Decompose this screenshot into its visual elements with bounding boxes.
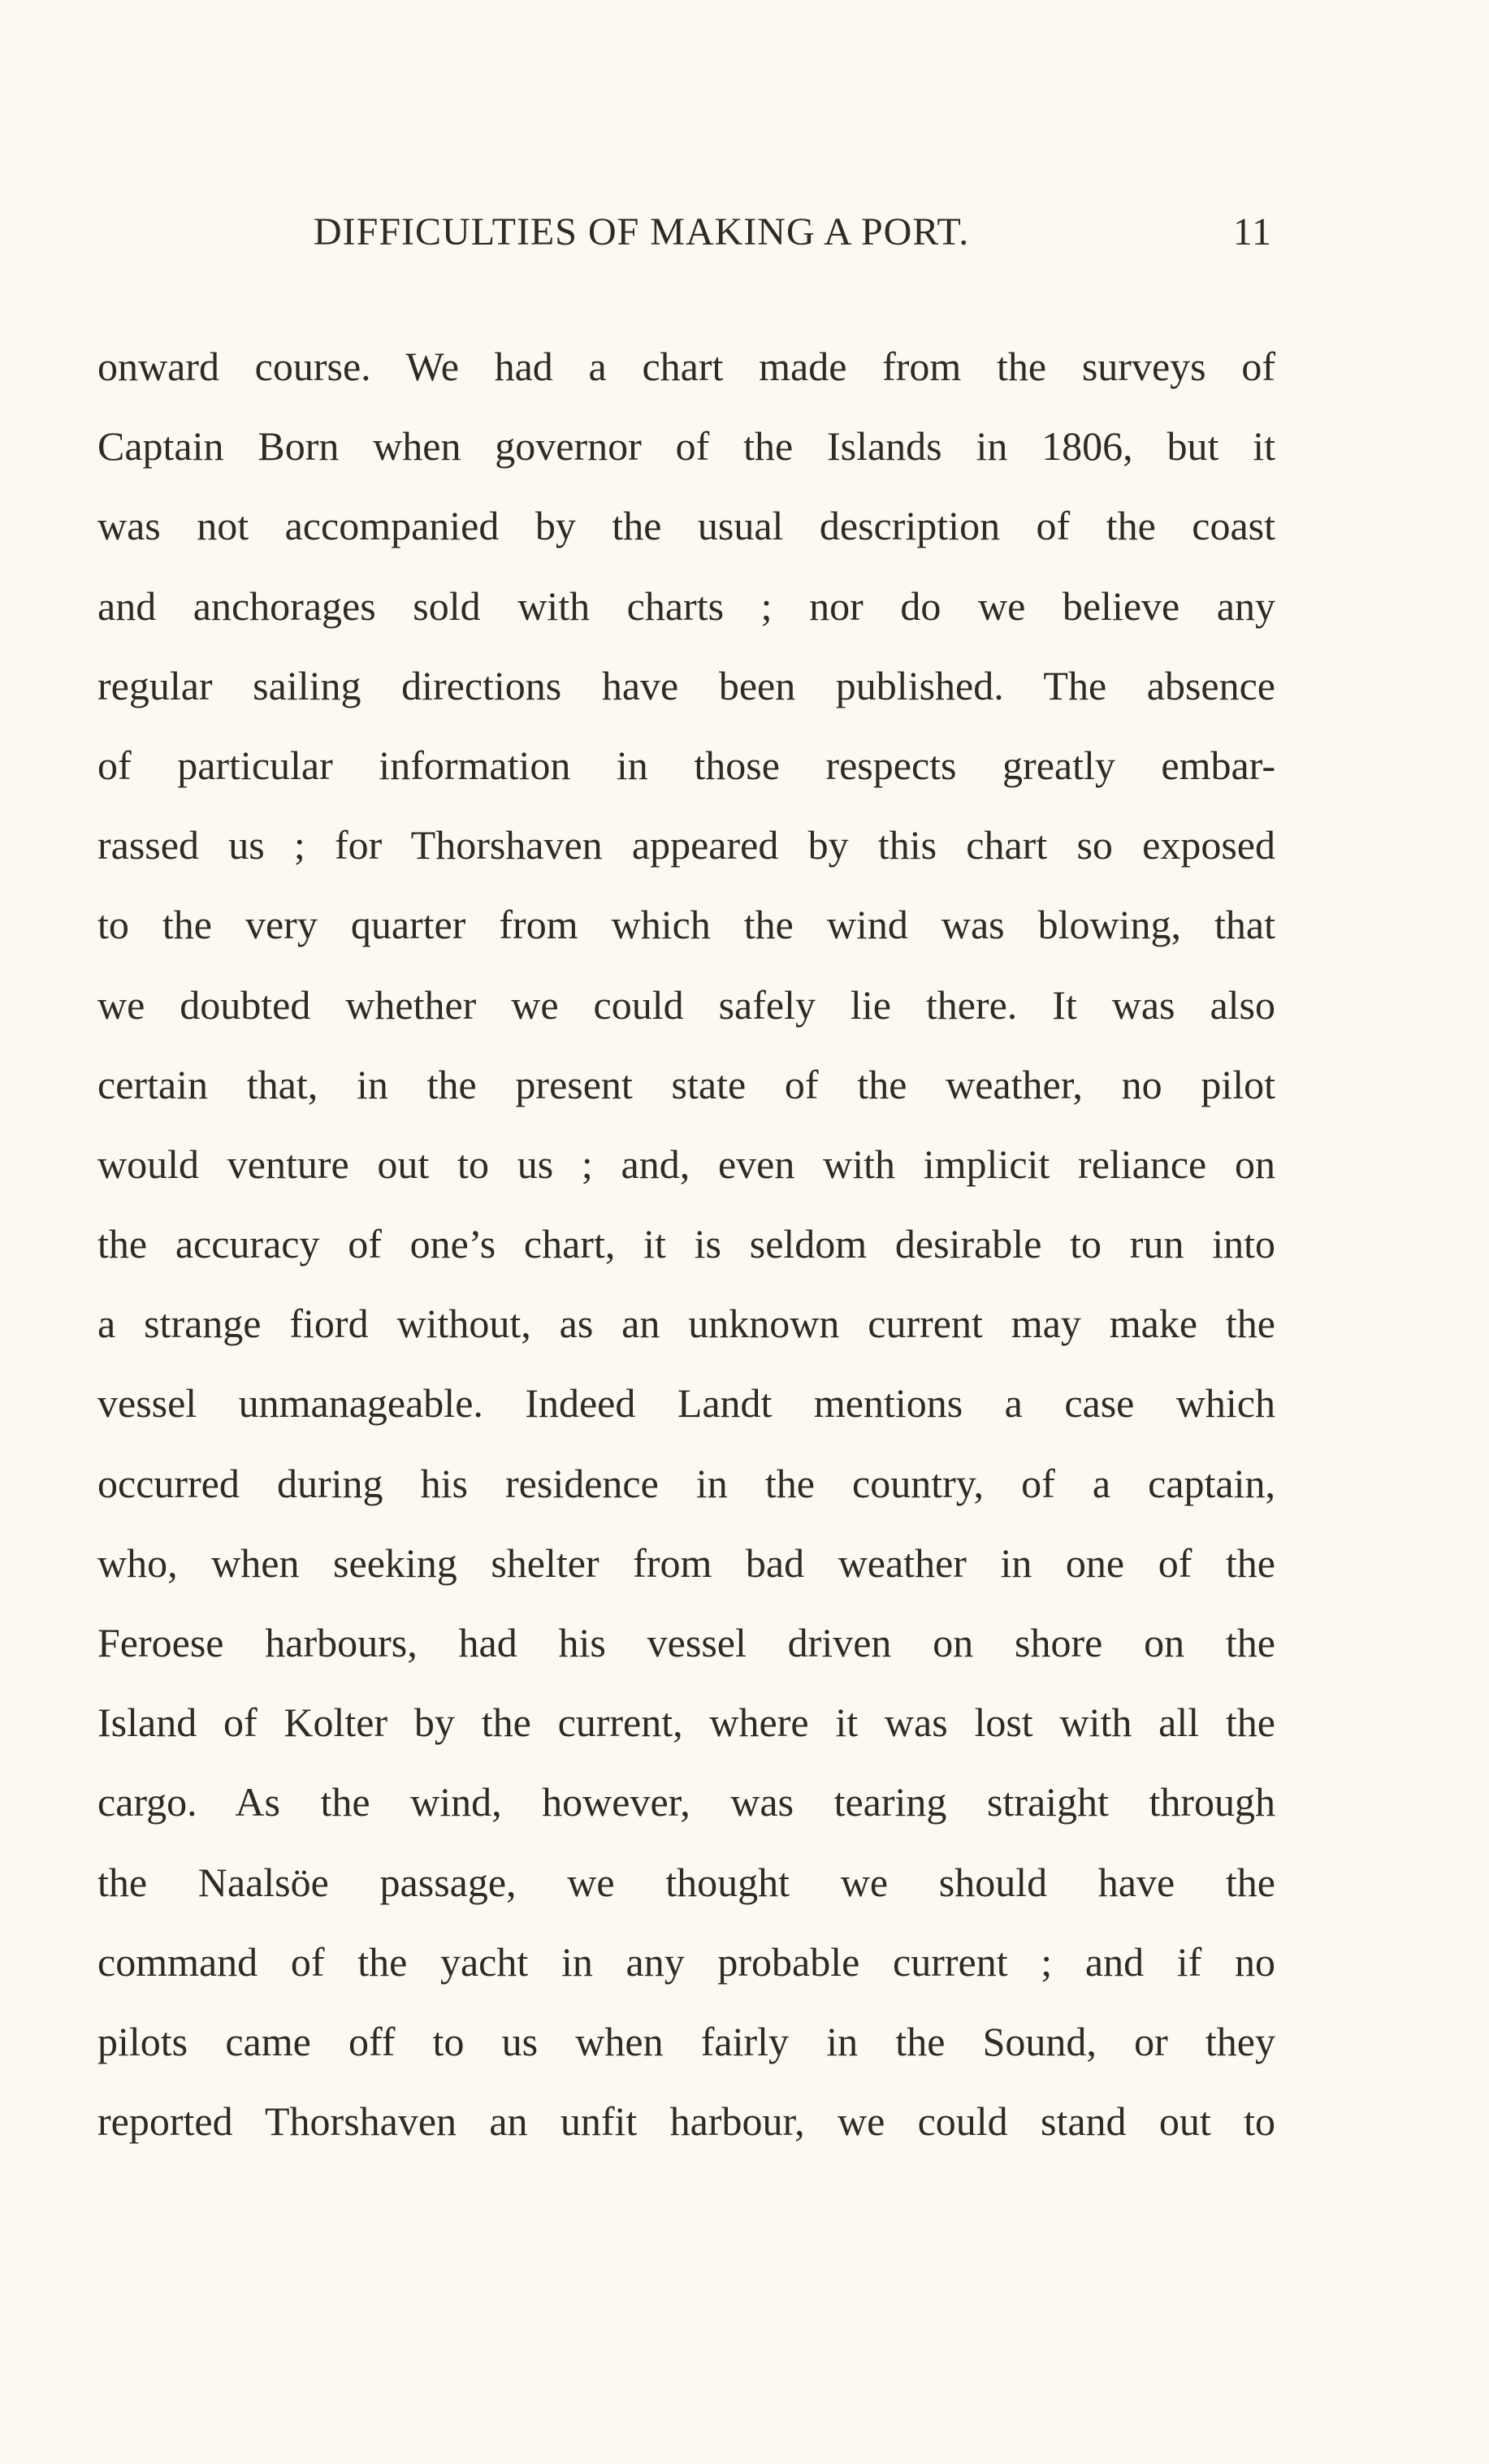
text-line: Feroese harbours, had his vessel driven on shore on the [97,1620,1275,1665]
text-line: Captain Born when governor of the Islands in 1806, but it [97,423,1275,470]
text-line: a strange fiord without, as an unknown current may make the [97,1301,1275,1347]
text-line: Island of Kolter by the current, where it was lost with all the [97,1700,1275,1746]
running-title: DIFFICULTIES OF MAKING A PORT. [314,210,970,253]
text-line: rassed us ; for Thorshaven appeared by this chart so exposed [97,822,1275,868]
text-line: of particular information in those respects greatly embar- [97,742,1275,788]
text-line: pilots came off to us when fairly in the Sound, or they [97,2018,1275,2064]
text-line: and anchorages sold with charts ; nor do we believe any [97,582,1275,629]
text-line: certain that, in the present state of the weather, no pilot [97,1061,1275,1107]
text-line: to the very quarter from which the wind was blowing, that [97,902,1275,948]
text-line: we doubted whether we could safely lie there. It was also [97,981,1275,1028]
text-line: the Naalsöe passage, we thought we should have the [97,1859,1275,1905]
text-line: command of the yacht in any probable current ; and if no [97,1938,1275,1985]
body-text [97,327,1275,2161]
text-line: vessel unmanageable. Indeed Landt mentions a case which [97,1380,1275,1427]
running-head [314,210,1272,275]
text-line: was not accompanied by the usual description of the coast [97,503,1275,549]
text-line: who, when seeking shelter from bad weather in one of the [97,1539,1275,1586]
text-line: reported Thorshaven an unfit harbour, we could stand out to [97,2098,1275,2145]
text-line: occurred during his residence in the country, of a captain, [97,1460,1275,1506]
text-line: the accuracy of one’s chart, it is seldom desirable to run into [97,1221,1275,1267]
text-line: regular sailing directions have been published. The absence [97,662,1275,708]
text-line: would venture out to us ; and, even with implicit reliance on [97,1141,1275,1187]
text-line: cargo. As the wind, however, was tearing straight through [97,1779,1275,1825]
text-line: onward course. We had a chart made from the surveys of [97,344,1275,389]
page-number: 11 [1232,210,1272,253]
